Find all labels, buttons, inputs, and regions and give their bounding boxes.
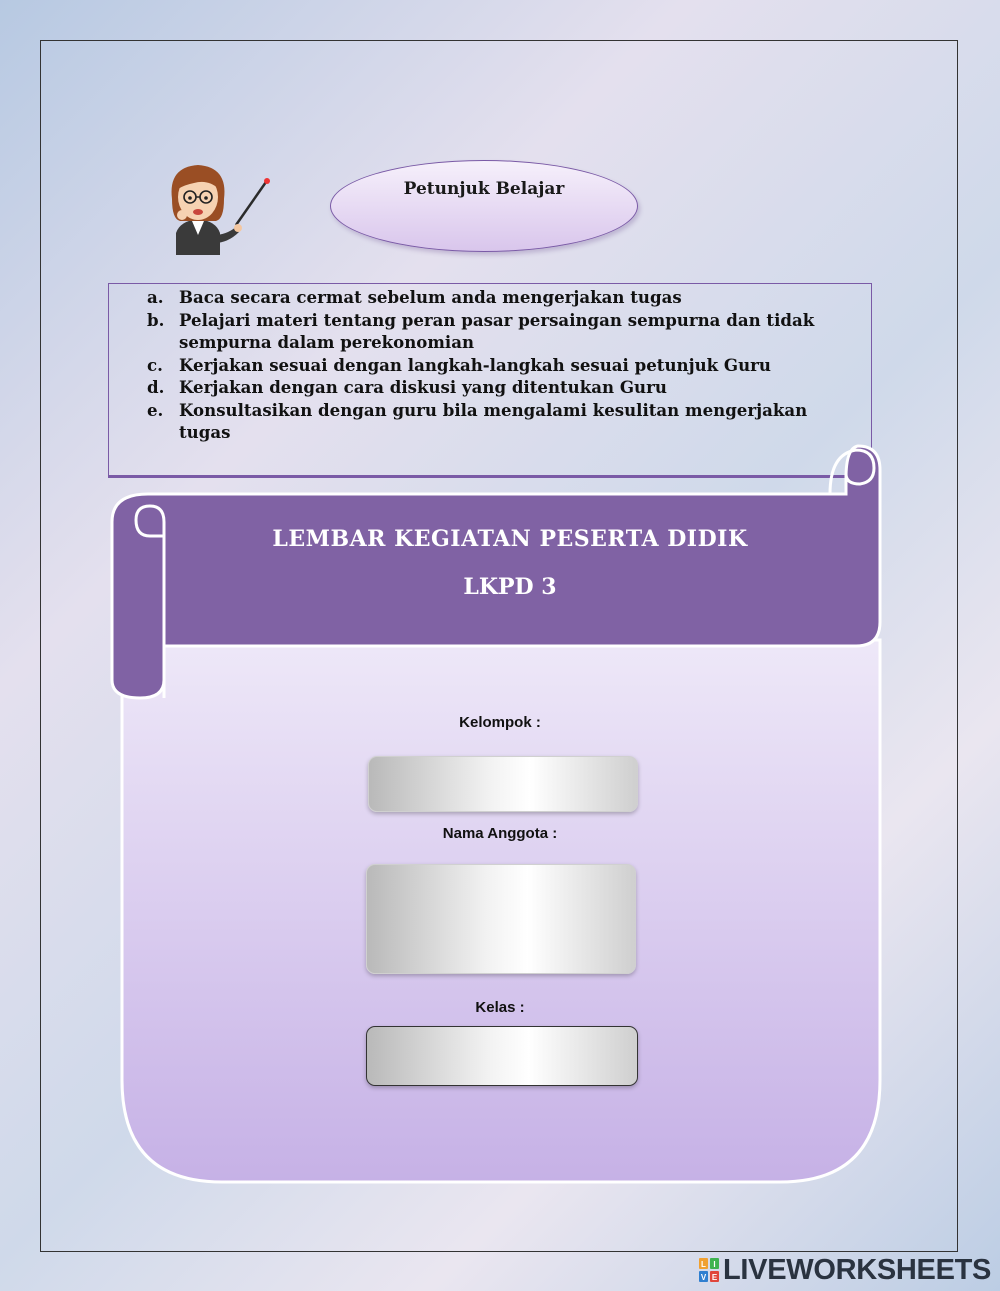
banner-subtitle: LKPD 3 bbox=[463, 574, 557, 600]
instruction-text: Kerjakan sesuai dengan langkah-langkah sesuai petunjuk Guru bbox=[179, 354, 771, 375]
instruction-marker: b. bbox=[147, 309, 165, 330]
instruction-text: Baca secara cermat sebelum anda mengerjakan tugas bbox=[179, 287, 682, 307]
members-input[interactable] bbox=[366, 864, 636, 974]
instruction-marker: d. bbox=[147, 377, 165, 397]
banner-title: LEMBAR KEGIATAN PESERTA DIDIK bbox=[272, 526, 748, 552]
members-label: Nama Anggota : bbox=[442, 825, 558, 842]
liveworksheets-icon bbox=[699, 1258, 719, 1282]
instruction-text: Kerjakan dengan cara diskusi yang ditentukan Guru bbox=[179, 377, 667, 397]
instruction-text: Pelajari materi tentang peran pasar persaingan sempurna dan tidak sempurna dalam perekonomian bbox=[179, 309, 815, 352]
instruction-marker: c. bbox=[147, 354, 163, 375]
class-label: Kelas : bbox=[475, 999, 525, 1016]
instruction-marker: e. bbox=[147, 399, 164, 420]
icon-letter: E bbox=[711, 1273, 718, 1282]
group-input[interactable] bbox=[368, 756, 638, 812]
class-input[interactable] bbox=[366, 1026, 638, 1086]
instruction-text: Konsultasikan dengan guru bila mengalami kesulitan mengerjakan tugas bbox=[179, 399, 808, 442]
instruction-marker: a. bbox=[147, 287, 164, 307]
icon-letter: I bbox=[713, 1260, 716, 1269]
icon-letter: L bbox=[701, 1260, 706, 1269]
icon-letter: V bbox=[700, 1273, 707, 1282]
header-title: Petunjuk Belajar bbox=[403, 179, 565, 199]
liveworksheets-brand: LIVEWORKSHEETS bbox=[723, 1254, 992, 1286]
group-label: Kelompok : bbox=[459, 714, 541, 731]
